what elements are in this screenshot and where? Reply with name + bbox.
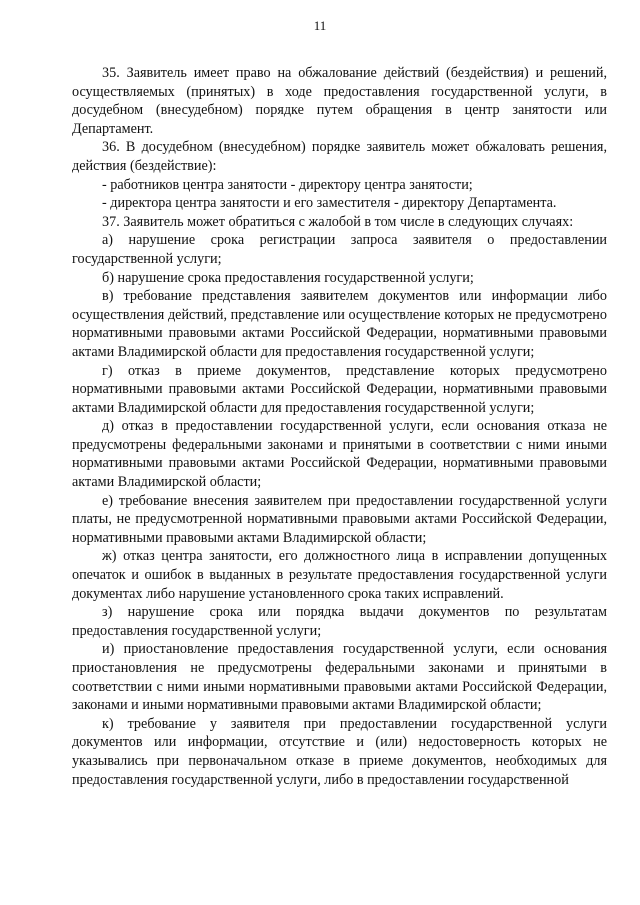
list-item-g: г) отказ в приеме документов, представление которых предусмотрено нормативными правовыми актами Российской Федерации, нормативными правовыми актами Владимирской области для предоставления государственной услуги; [72, 362, 607, 416]
list-item-dash-1: - работников центра занятости - директору центра занятости; [102, 176, 473, 193]
list-item-a: а) нарушение срока регистрации запроса заявителя о предоставлении государственной услуги; [72, 232, 607, 267]
list-item-k: к) требование у заявителя при предоставлении государственной услуги документов или информации, отсутствие и (или) недостоверность которых не указывались при первоначальном отказе в приеме документов, необходимых для предоставления государственной услуги, либо в предоставлении государственной [72, 715, 607, 788]
list-item-d: д) отказ в предоставлении государственной услуги, если основания отказа не предусмотрены федеральными законами и принятыми в соответствии с ними иными нормативными правовыми актами Российской Федерации, нормативными правовыми актами Владимирской области; [72, 418, 607, 491]
list-item-zh: ж) отказ центра занятости, его должностного лица в исправлении допущенных опечаток и ошибок в выданных в результате предоставления государственной услуги документах либо нарушение установленного срока таких исправлений. [72, 548, 607, 602]
document-body [72, 64, 607, 789]
paragraph-36: 36. В досудебном (внесудебном) порядке заявитель может обжаловать решения, действия (бездействие): [72, 139, 607, 174]
list-item-dash-2: - директора центра занятости и его заместителя - директору Департамента. [102, 195, 557, 212]
paragraph-37: 37. Заявитель может обратиться с жалобой в том числе в следующих случаях: [102, 213, 574, 230]
list-item-z: з) нарушение срока или порядка выдачи документов по результатам предоставления государственной услуги; [72, 604, 607, 639]
list-item-b: б) нарушение срока предоставления государственной услуги; [102, 269, 474, 286]
paragraph-35: 35. Заявитель имеет право на обжалование действий (бездействия) и решений, осуществляемых (принятых) в ходе предоставления государственной услуги, в досудебном (внесудебном) порядке путем обращения в центр занятости или Департамент. [72, 65, 607, 137]
list-item-v: в) требование представления заявителем документов или информации либо осуществления действий, представление или осуществление которых не предусмотрено нормативными правовыми актами Российской Федерации, нормативными правовыми актами Владимирской области для предоставления государственной услуги; [72, 288, 607, 360]
list-item-e: е) требование внесения заявителем при предоставлении государственной услуги платы, не предусмотренной нормативными правовыми актами Российской Федерации, нормативными правовыми актами Владимирской области; [72, 492, 607, 546]
page-number: 11 [313, 18, 327, 33]
list-item-i: и) приостановление предоставления государственной услуги, если основания приостановления не предусмотрены федеральными законами и принятыми в соответствии с ними иными нормативными правовыми актами Российской Федерации, законами и иными нормативными правовыми актами Владимирской области; [72, 641, 607, 714]
